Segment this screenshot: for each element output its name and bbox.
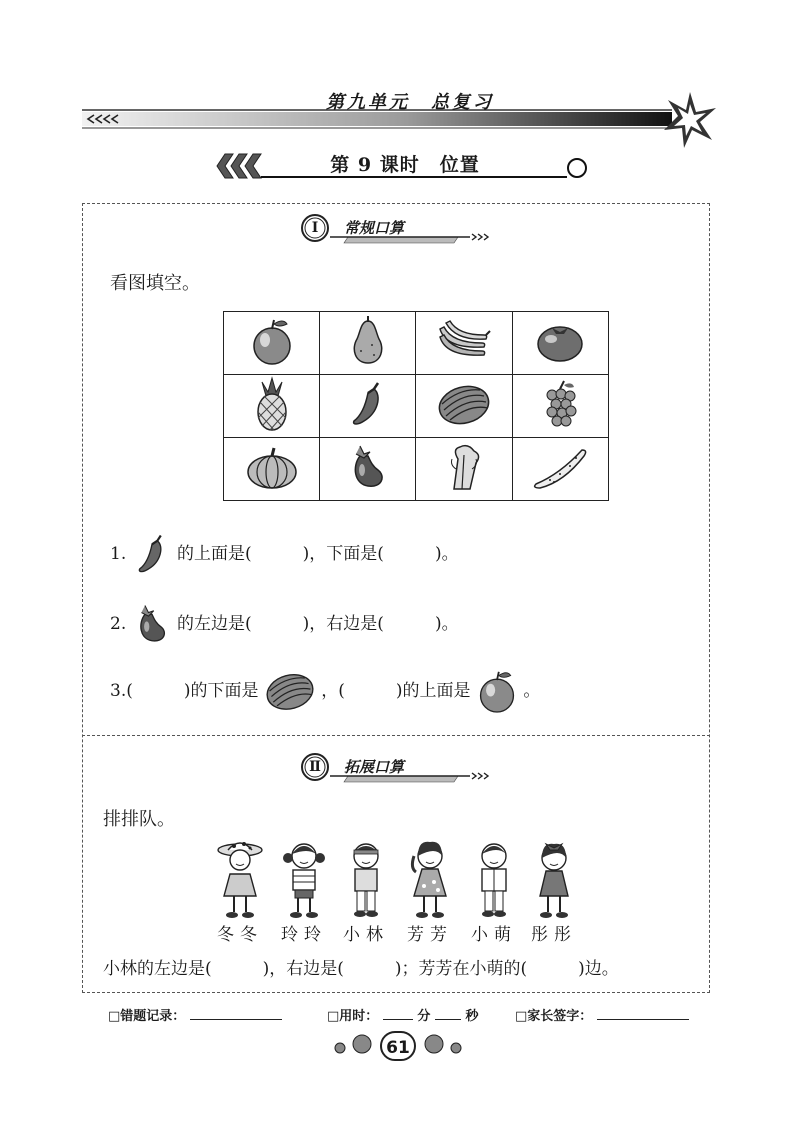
grid-cell — [320, 312, 416, 375]
chili-icon — [348, 379, 388, 429]
parent-signature — [515, 1005, 689, 1024]
apple-icon — [249, 316, 295, 366]
fruit-grid — [223, 311, 609, 501]
section-2-question: 小林的左边是( )，右边是( )；芳芳在小萌的( )边。 — [103, 959, 619, 979]
grid-cell — [416, 312, 512, 375]
boy-jacket-illustration — [468, 838, 520, 920]
pumpkin-icon — [244, 444, 300, 490]
error-record — [108, 1005, 282, 1024]
parent-signature-label: □家长签字： — [515, 1009, 593, 1024]
question-3-mid: ，( )的上面是 — [321, 681, 471, 701]
minutes-label: 分 — [417, 1009, 431, 1024]
girl-pigtails-illustration — [278, 838, 330, 920]
tomato-icon — [534, 318, 586, 364]
section-1-header — [300, 213, 500, 247]
question-2-number: 2. — [110, 614, 127, 634]
kid-name: 小林 — [343, 925, 389, 945]
grid-cell — [224, 312, 320, 375]
time-spent — [327, 1005, 478, 1024]
parent-signature-blank[interactable] — [597, 1007, 689, 1020]
grid-cell — [512, 375, 608, 438]
grid-cell — [512, 312, 608, 375]
grid-cell — [224, 438, 320, 501]
girl-hat-illustration — [214, 838, 266, 920]
grape-icon — [540, 379, 580, 429]
section-1-name: 常规口算 — [344, 219, 405, 237]
question-1-number: 1. — [110, 544, 127, 564]
grid-cell — [512, 438, 608, 501]
section-2-number: Ⅱ — [309, 759, 321, 775]
chili-icon — [132, 532, 172, 576]
question-3-end: 。 — [523, 681, 541, 701]
grid-cell — [416, 375, 512, 438]
apple-icon — [476, 668, 518, 714]
eggplant-icon — [346, 442, 390, 492]
question-1-text: 的上面是( )，下面是( )。 — [177, 544, 459, 564]
lesson-title: 第 9 课时 位置 — [330, 154, 480, 176]
grid-cell — [320, 375, 416, 438]
error-record-label: □错题记录： — [108, 1009, 186, 1024]
kid-name: 冬冬 — [217, 925, 263, 945]
question-2 — [110, 602, 459, 646]
girl-dress-illustration — [404, 838, 456, 920]
unit-title: 第九单元 总复习 — [326, 92, 494, 113]
section-2-name: 拓展口算 — [344, 758, 405, 776]
seconds-blank[interactable] — [435, 1007, 461, 1020]
grid-cell — [320, 438, 416, 501]
eggplant-icon — [132, 602, 172, 646]
cucumber-icon — [530, 444, 590, 490]
pear-icon — [346, 315, 390, 367]
question-3-pre: 3.( )的下面是 — [110, 681, 259, 701]
kid-name: 玲玲 — [281, 925, 327, 945]
watermelon-icon — [264, 670, 316, 712]
seconds-label: 秒 — [465, 1009, 479, 1024]
section-divider — [82, 735, 710, 736]
girl-bow-illustration — [528, 838, 580, 920]
page-number: 61 — [380, 1031, 416, 1061]
minutes-blank[interactable] — [383, 1007, 413, 1020]
section-2-header — [300, 752, 500, 786]
cabbage-icon — [440, 441, 488, 493]
banana-icon — [436, 319, 492, 363]
section-2-instruction: 排排队。 — [103, 809, 175, 830]
question-2-text: 的左边是( )，右边是( )。 — [177, 614, 459, 634]
error-record-blank[interactable] — [190, 1007, 282, 1020]
grid-cell — [224, 375, 320, 438]
section-1-instruction: 看图填空。 — [110, 273, 200, 294]
question-1 — [110, 532, 459, 576]
watermelon-icon — [436, 382, 492, 426]
question-3 — [110, 668, 540, 714]
kid-name: 芳芳 — [407, 925, 453, 945]
kid-name: 彤彤 — [531, 925, 577, 945]
time-label: □用时： — [327, 1009, 379, 1024]
grid-cell — [416, 438, 512, 501]
boy-headband-illustration — [340, 838, 392, 920]
kid-name: 小萌 — [471, 925, 517, 945]
section-1-number: Ⅰ — [311, 220, 319, 236]
pineapple-icon — [252, 376, 292, 432]
